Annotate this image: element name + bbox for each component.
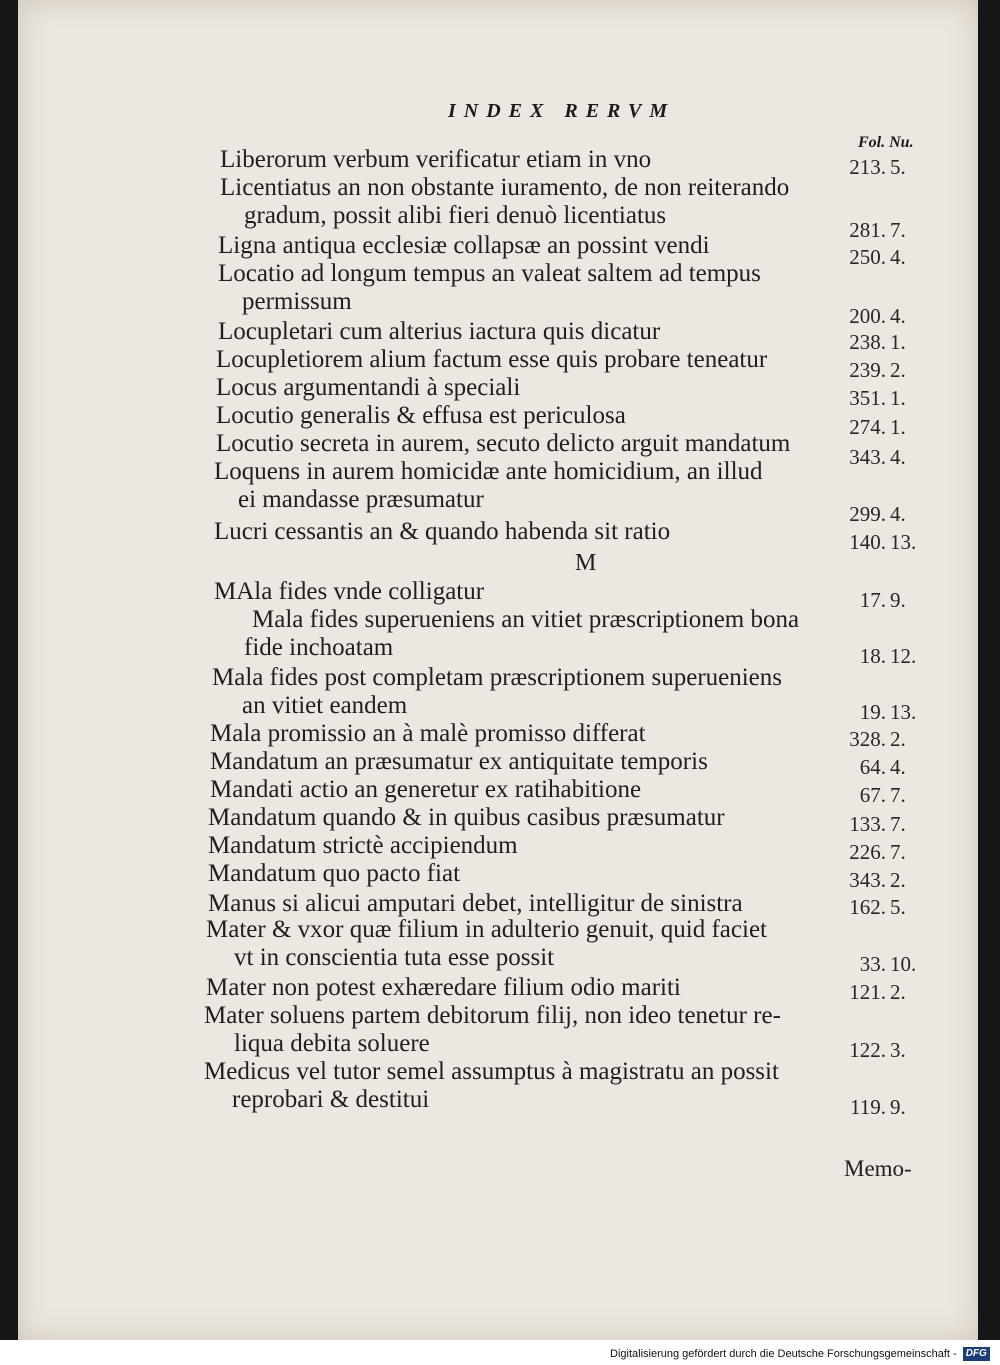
- entry-reference: [838, 1038, 948, 1062]
- folio-number: 17.: [859, 588, 886, 612]
- folio-number: 250.: [849, 245, 886, 269]
- paragraph-number: 9.: [890, 588, 906, 612]
- folio-number: 351.: [849, 386, 886, 410]
- entry-text-line: ei mandasse præsumatur: [238, 486, 484, 513]
- folio-number: 19.: [859, 700, 886, 724]
- page-header: INDEX RERVM: [448, 100, 676, 122]
- entry-reference: [838, 386, 948, 410]
- paragraph-number: 2.: [890, 727, 906, 751]
- entry-text-line: Loquens in aurem homicidæ ante homicidium, an illud: [214, 458, 763, 485]
- entry-reference: [838, 812, 948, 836]
- entry-text-line: Mala fides post completam præscriptionem superueniens: [212, 664, 783, 691]
- entry-reference: [838, 783, 948, 807]
- entry-text-line: Mala promissio an à malè promisso differat: [210, 720, 646, 747]
- entry-text-line: Mala fides superueniens an vitiet præscriptionem bona: [252, 606, 800, 633]
- entry-reference: [838, 755, 948, 779]
- entry-text-line: Locus argumentandi à speciali: [216, 374, 521, 401]
- paragraph-number: 4.: [890, 445, 906, 469]
- footer-text: Digitalisierung gefördert durch die Deutsche Forschungsgemeinschaft -: [610, 1348, 957, 1360]
- folio-number: 133.: [849, 812, 886, 836]
- entry-text-line: fide inchoatam: [244, 634, 394, 661]
- folio-number: 64.: [859, 755, 886, 779]
- paragraph-number: 7.: [890, 812, 906, 836]
- folio-number: 328.: [849, 727, 886, 751]
- entry-reference: [838, 330, 948, 354]
- folio-number: 119.: [850, 1095, 886, 1119]
- entry-reference: [838, 700, 948, 724]
- paragraph-number: 3.: [890, 1038, 906, 1062]
- paragraph-number: 1.: [890, 330, 906, 354]
- entry-reference: [838, 980, 948, 1004]
- folio-number: 239.: [849, 358, 886, 382]
- entry-text-line: Mandatum quo pacto fiat: [208, 860, 461, 887]
- entry-reference: [838, 868, 948, 892]
- entry-text-line: permissum: [242, 288, 352, 315]
- entry-text-line: an vitiet eandem: [242, 692, 408, 719]
- entry-text-line: Locatio ad longum tempus an valeat saltem ad tempus: [218, 260, 761, 287]
- folio-number: 140.: [849, 530, 886, 554]
- folio-number: 274.: [849, 415, 886, 439]
- paragraph-number: 1.: [890, 415, 906, 439]
- entry-reference: [838, 218, 948, 242]
- folio-number: 213.: [849, 155, 886, 179]
- folio-number: 226.: [849, 840, 886, 864]
- entry-text-line: Locutio generalis & effusa est periculosa: [216, 402, 626, 429]
- entry-reference: [838, 644, 948, 668]
- paragraph-number: 10.: [890, 952, 917, 976]
- folio-number: 343.: [849, 868, 886, 892]
- folio-number: 33.: [859, 952, 886, 976]
- entry-reference: [838, 415, 948, 439]
- entry-text-line: Mater soluens partem debitorum filij, non ideo tenetur re-: [204, 1002, 781, 1029]
- entry-text-line: Mandatum quando & in quibus casibus præsumatur: [208, 804, 725, 831]
- paragraph-number: 2.: [890, 358, 906, 382]
- entry-text-line: Manus si alicui amputari debet, intelligitur de sinistra: [208, 890, 743, 917]
- entry-reference: [838, 445, 948, 469]
- entry-text-line: Liberorum verbum verificatur etiam in vno: [220, 146, 652, 173]
- entry-reference: [838, 155, 948, 179]
- folio-number: 122.: [849, 1038, 886, 1062]
- folio-number: 238.: [849, 330, 886, 354]
- paragraph-number: 2.: [890, 868, 906, 892]
- paragraph-number: 7.: [890, 783, 906, 807]
- folio-number: 67.: [859, 783, 886, 807]
- entry-text-line: Mandati actio an generetur ex ratihabitione: [210, 776, 642, 803]
- entry-reference: [838, 895, 948, 919]
- entry-text-line: reprobari & destitui: [232, 1086, 430, 1113]
- entry-reference: [838, 588, 948, 612]
- paragraph-number: 4.: [890, 755, 906, 779]
- entry-text-line: vt in conscientia tuta esse possit: [234, 944, 555, 971]
- folio-number: 162.: [849, 895, 886, 919]
- folio-number: 18.: [859, 644, 886, 668]
- paragraph-number: 4.: [890, 245, 906, 269]
- paragraph-number: 1.: [890, 386, 906, 410]
- paragraph-number: 2.: [890, 980, 906, 1004]
- entry-reference: [838, 304, 948, 328]
- digitization-footer: [610, 1346, 990, 1362]
- entry-reference: [838, 1095, 948, 1119]
- entry-text-line: Mater & vxor quæ filium in adulterio genuit, quid faciet: [206, 916, 767, 943]
- entry-text-line: Medicus vel tutor semel assumptus à magistratu an possit: [204, 1058, 779, 1085]
- letter-heading: M: [575, 550, 597, 576]
- entry-reference: [838, 840, 948, 864]
- entry-reference: [838, 727, 948, 751]
- entry-text-line: MAla fides vnde colligatur: [214, 578, 485, 605]
- paragraph-number: 5.: [890, 895, 906, 919]
- entry-text-line: Ligna antiqua ecclesiæ collapsæ an possint vendi: [218, 232, 710, 259]
- entry-text-line: Locutio secreta in aurem, secuto delicto arguit mandatum: [216, 430, 791, 457]
- dfg-logo: DFG: [963, 1347, 990, 1361]
- folio-number: 121.: [849, 980, 886, 1004]
- folio-number: 200.: [849, 304, 886, 328]
- column-header: Fol. Nu.: [858, 134, 914, 151]
- entry-text-line: Lucri cessantis an & quando habenda sit ratio: [214, 518, 671, 545]
- entry-text-line: Mandatum an præsumatur ex antiquitate temporis: [210, 748, 708, 775]
- entry-text-line: Locupletiorem alium factum esse quis probare teneatur: [216, 346, 768, 373]
- paragraph-number: 7.: [890, 840, 906, 864]
- entry-reference: [838, 530, 948, 554]
- entry-text-line: Mater non potest exhæredare filium odio mariti: [206, 974, 681, 1001]
- entry-text-line: Locupletari cum alterius iactura quis dicatur: [218, 318, 661, 345]
- catchword: Memo-: [844, 1156, 912, 1181]
- entry-reference: [838, 502, 948, 526]
- entry-text-line: gradum, possit alibi fieri denuò licentiatus: [244, 202, 667, 229]
- paragraph-number: 5.: [890, 155, 906, 179]
- entry-text-line: liqua debita soluere: [234, 1030, 430, 1057]
- paragraph-number: 12.: [890, 644, 917, 668]
- entry-reference: [838, 245, 948, 269]
- folio-number: 281.: [849, 218, 886, 242]
- paragraph-number: 4.: [890, 502, 906, 526]
- folio-number: 299.: [849, 502, 886, 526]
- paragraph-number: 9.: [890, 1095, 906, 1119]
- paragraph-number: 4.: [890, 304, 906, 328]
- folio-number: 343.: [849, 445, 886, 469]
- entry-reference: [838, 952, 948, 976]
- entry-text-line: Licentiatus an non obstante iuramento, de non reiterando: [220, 174, 790, 201]
- paragraph-number: 7.: [890, 218, 906, 242]
- paragraph-number: 13.: [890, 700, 917, 724]
- entry-reference: [838, 358, 948, 382]
- book-page: [18, 0, 978, 1340]
- entry-text-line: Mandatum strictè accipiendum: [208, 832, 518, 859]
- paragraph-number: 13.: [890, 530, 917, 554]
